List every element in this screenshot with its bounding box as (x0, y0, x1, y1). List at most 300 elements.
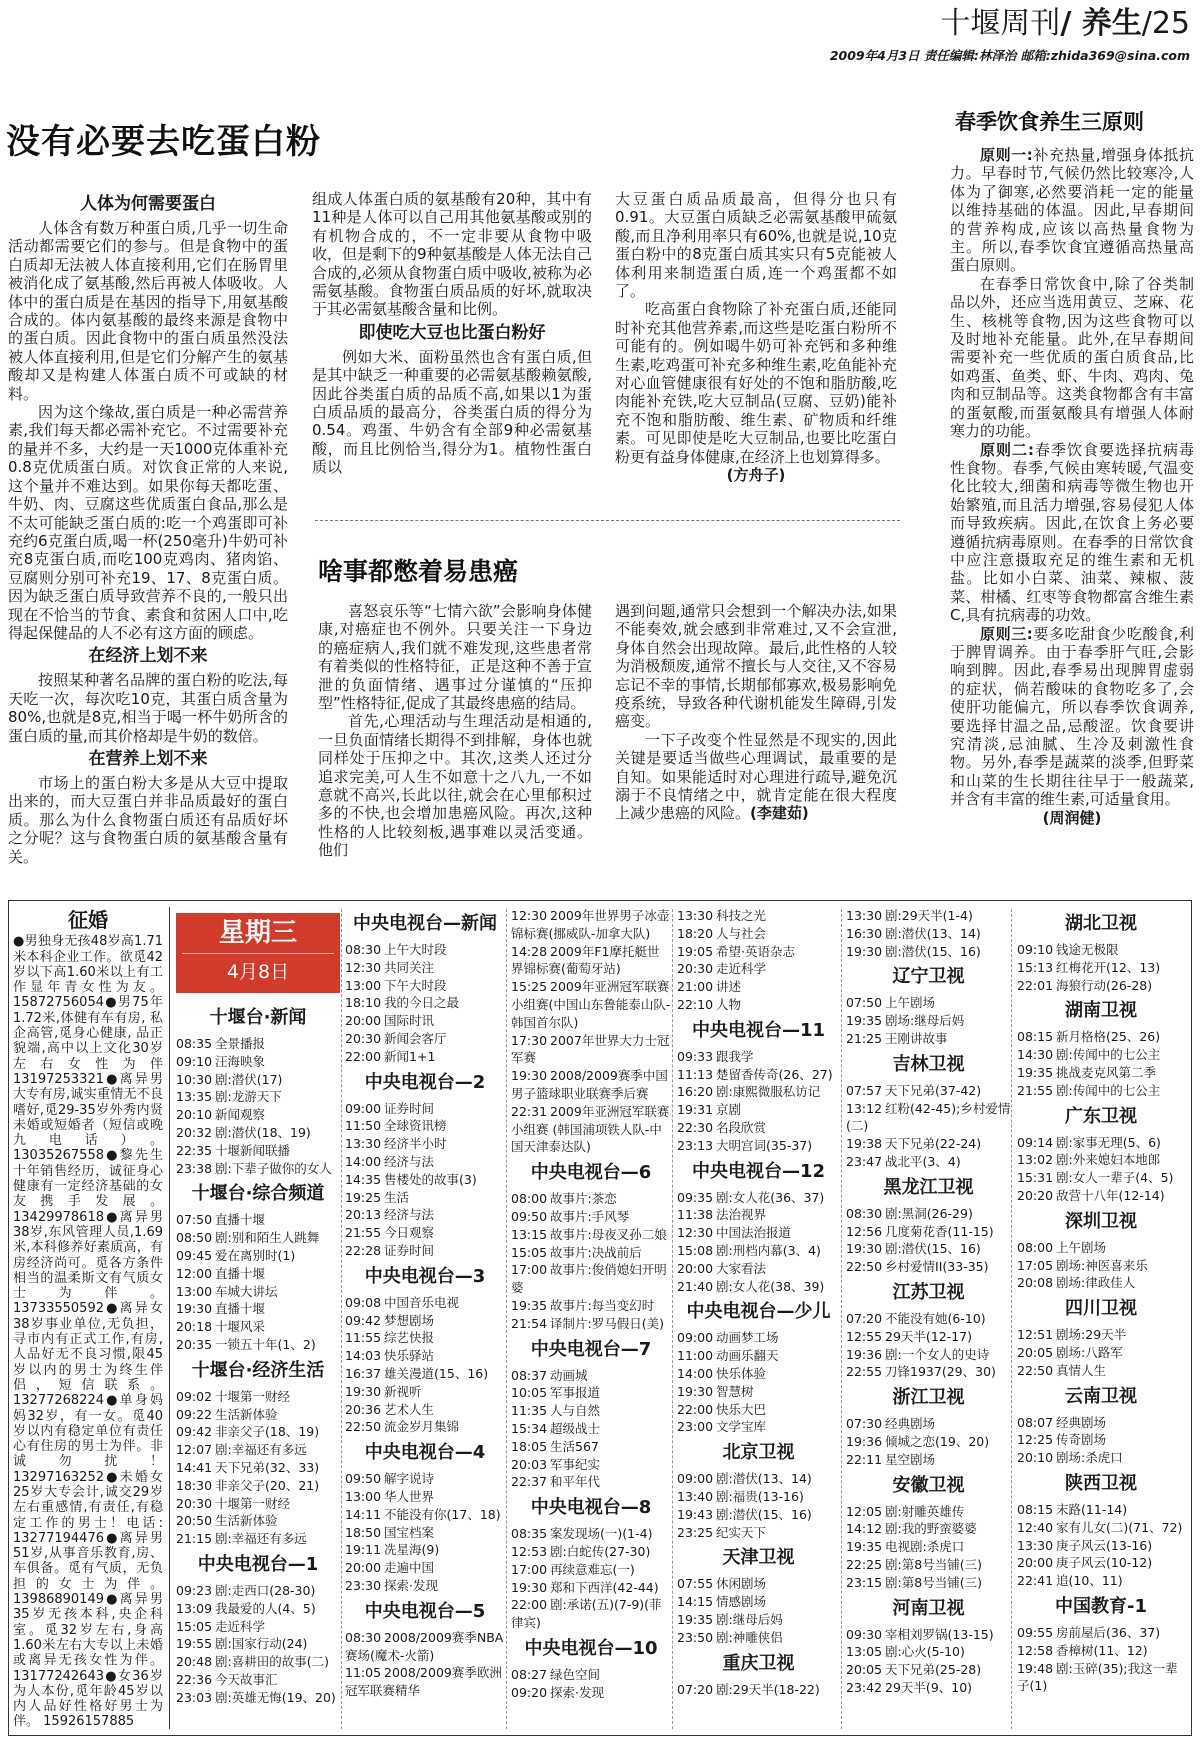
program-title: 刀锋1937(29、30) (885, 1364, 996, 1380)
phone-number: 13986890149 (13, 1592, 104, 1608)
program-title: 剧场:29天半 (1056, 1327, 1127, 1343)
program-time: 08:50 (176, 1230, 213, 1246)
program-time: 15:08 (677, 1242, 714, 1258)
program-title: 国宝档案 (384, 1524, 435, 1540)
program-time: 09:42 (176, 1424, 213, 1440)
program-title: 探索·发现 (550, 1684, 605, 1700)
program-time: 13:00 (345, 1488, 382, 1504)
program-time: 20:05 (846, 1662, 883, 1678)
divider (841, 909, 842, 1729)
program-title: 新闻观察 (215, 1107, 266, 1123)
entry-text: 离异男38岁,东风管理人员,1.69米,本科修养好素质高，有房经济尚可。觅各方条件相当的温柔斯文有气质女士为伴。 (13, 1209, 163, 1302)
program-title: 科技之光 (716, 908, 767, 923)
channel-heading: 中央电视台—新闻 (353, 913, 497, 934)
program-time: 14:28 (511, 943, 548, 959)
program-time: 07:20 (677, 1681, 714, 1697)
program-time: 12:07 (176, 1442, 213, 1458)
program-title: 剧:喜耕田的故事(二) (215, 1654, 329, 1670)
program-time: 09:10 (176, 1053, 213, 1069)
program-item (846, 1135, 1011, 1153)
program-time: 12:00 (176, 1265, 213, 1281)
program-title: 剧:国家行动(24) (215, 1636, 308, 1652)
program-title: 中国音乐电视 (384, 1294, 460, 1310)
program-time: 09:42 (345, 1312, 382, 1328)
program-item (846, 1310, 1011, 1328)
program-title: 人与自然 (550, 1403, 601, 1419)
divider (169, 907, 170, 1729)
program-item (1017, 1274, 1185, 1292)
program-item (345, 1347, 505, 1365)
program-title: 华人世界 (384, 1488, 435, 1504)
program-title: 29天半(12-17) (885, 1328, 973, 1344)
program-title: 希望·英语杂志 (716, 943, 796, 959)
program-title: 剧:康熙微服私访记 (716, 1084, 821, 1100)
program-item (1017, 1187, 1185, 1205)
program-item (846, 1538, 1011, 1556)
paragraph (8, 774, 288, 866)
channel-heading: 中央电视台—2 (364, 1071, 486, 1093)
program-title: 剧:黑洞(26-29) (885, 1205, 973, 1221)
program-time: 09:50 (345, 1471, 382, 1487)
program-title: 剧:潜伏(13、14) (716, 1471, 812, 1487)
program-item (677, 925, 840, 943)
bullet-icon: ● (103, 1469, 120, 1485)
program-time: 07:50 (846, 995, 883, 1011)
program-title: 剧场:神医喜来乐 (1056, 1257, 1148, 1273)
program-title: 全球资讯榜 (384, 1118, 447, 1134)
program-time: 22:00 (345, 1048, 382, 1064)
program-title: 快乐驿站 (384, 1348, 435, 1364)
program-item (677, 996, 840, 1014)
program-item (176, 1318, 340, 1336)
program-title: 经济半小时 (384, 1136, 447, 1152)
program-title: 证券时间 (384, 1242, 435, 1258)
program-time: 22:41 (1017, 1573, 1054, 1589)
program-title: 军事报道 (550, 1385, 601, 1401)
program-title: 剧:别和陌生人跳舞 (215, 1230, 320, 1246)
channel-heading: 中央电视台—5 (364, 1600, 486, 1622)
program-title: 红梅花开(12、13) (1056, 959, 1161, 975)
program-item (345, 1030, 505, 1048)
program-title: 传奇剧场 (1056, 1432, 1107, 1448)
principle-label: 原则二: (980, 440, 1034, 459)
program-time: 23:15 (846, 1574, 883, 1590)
program-item (846, 1415, 1011, 1433)
program-time: 11:50 (345, 1118, 382, 1134)
program-time: 16:20 (677, 1084, 714, 1100)
program-item (846, 1223, 1011, 1241)
program-time: 08:27 (511, 1666, 548, 1682)
program-time: 15:34 (511, 1420, 548, 1436)
program-title: 天下兄弟(25-28) (885, 1662, 982, 1678)
program-item (345, 1312, 505, 1330)
program-item (677, 1048, 840, 1066)
program-time: 23:50 (677, 1629, 714, 1645)
program-title: 生活新体验 (215, 1513, 278, 1529)
program-item (1017, 1501, 1185, 1519)
program-time: 08:30 (846, 1205, 883, 1221)
program-time: 14:00 (345, 1153, 382, 1169)
program-time: 09:45 (176, 1247, 213, 1263)
program-item (511, 1666, 671, 1684)
page-number: /25 (1141, 6, 1190, 41)
program-item (511, 1579, 671, 1597)
program-title: 剧:第8号当铺(三) (885, 1574, 982, 1590)
program-title: 售楼处的故事(3) (384, 1171, 477, 1187)
program-title: 新视听 (384, 1383, 422, 1399)
program-item (176, 1477, 340, 1495)
program-time: 09:22 (176, 1406, 213, 1422)
program-title: 倾城之恋(19、20) (885, 1433, 990, 1449)
program-title: 大明宫词(35-37) (716, 1137, 813, 1153)
program-item (677, 1260, 840, 1278)
program-title: 剧:一个女人的史诗 (885, 1346, 990, 1362)
program-item (176, 1653, 340, 1671)
paragraph (8, 403, 288, 642)
program-time: 20:30 (176, 1495, 213, 1511)
marriage-title: 征婚 (68, 908, 108, 932)
program-title: 剧:潜伏(15、16) (885, 1241, 981, 1257)
program-item (677, 1593, 840, 1611)
program-time: 12:30 (511, 908, 548, 923)
program-time: 08:30 (345, 942, 382, 957)
program-item (345, 1048, 505, 1066)
program-item (345, 1488, 505, 1506)
program-title: 剧:心火(5-10) (885, 1644, 965, 1660)
program-item (345, 1541, 505, 1559)
program-time: 13:30 (846, 908, 883, 923)
program-item (1017, 1660, 1185, 1696)
program-item (345, 1524, 505, 1542)
program-title: 真情人生 (1056, 1362, 1107, 1378)
program-title: 中国法治报道 (716, 1225, 792, 1241)
program-title: 2007年世界大力士冠军赛 (511, 1032, 670, 1066)
program-item (846, 1030, 1011, 1048)
program-item (345, 1117, 505, 1135)
paragraph-text: 补充热量,增强身体抵抗力。早春时节,气候仍然比较寒冷,人体为了御寒,必然要消耗一定的能量以维持基础的体温。因此,早春期间的营养构成,应该以高热量食物为主。所以,春季饮食宜遵循高热量高蛋白原则。 (950, 146, 1194, 275)
program-title: 红粉(42-45);乡村爱情(二) (846, 1100, 1011, 1134)
program-time: 19:35 (677, 1611, 714, 1627)
program-item (1017, 1239, 1185, 1257)
program-time: 18:30 (176, 1477, 213, 1493)
program-title: 故事片:手风琴 (550, 1208, 630, 1224)
program-item (176, 1265, 340, 1283)
program-item (345, 1577, 505, 1595)
program-item (511, 1244, 671, 1262)
program-item (345, 1401, 505, 1419)
program-title: 超级战士 (550, 1420, 601, 1436)
program-time: 14:41 (176, 1459, 213, 1475)
phone-number: 13297163252 (13, 1469, 104, 1485)
program-time: 13:35 (176, 1089, 213, 1105)
program-time: 19:35 (511, 1297, 548, 1313)
dateline: 2009年4月3日 责任编辑:林泽治 邮箱:zhida369@sina.com (829, 48, 1190, 63)
program-title: 今天故事汇 (215, 1671, 278, 1687)
program-item (677, 1488, 840, 1506)
program-time: 20:00 (345, 1560, 382, 1576)
program-item (345, 1470, 505, 1488)
program-title: 2009年亚洲冠军联赛小组赛(中国山东鲁能泰山队-韩国首尔队) (511, 979, 671, 1030)
program-title: 剧:白蛇传(27-30) (550, 1543, 651, 1559)
program-item (511, 1226, 671, 1244)
channel-heading: 深圳卫视 (1065, 1210, 1137, 1232)
program-time: 20:30 (677, 961, 714, 977)
program-item (677, 1278, 840, 1296)
program-time: 15:13 (1017, 959, 1054, 975)
program-item (511, 1473, 671, 1491)
program-title: 房前屋后(36、37) (1056, 1624, 1161, 1640)
program-time: 17:30 (511, 1032, 548, 1048)
program-title: 剧:女人花(36、37) (716, 1189, 825, 1205)
program-title: 生活 (384, 1189, 410, 1205)
program-time: 20:30 (345, 1030, 382, 1046)
article-cancer-col-1 (318, 602, 592, 860)
program-item (1017, 1537, 1185, 1555)
paragraph-text: 一下子改变个性显然是不现实的,因此关键是要适当做些心理调试，最重要的是自知。如果能适时对心理进行疏导,避免沉溺于不良情绪之中，就肯定能在很大程度上减少患癌的风险。 (615, 730, 897, 823)
program-title: 动画梦工场 (716, 1330, 779, 1346)
program-title: 纪实天下 (716, 1524, 767, 1540)
phone-number: 13035267558 (13, 1148, 104, 1164)
program-time: 22:10 (677, 996, 714, 1012)
entry-text: 女36岁为人本份,觅年龄45岁以内人品好性格好男士为伴。 (13, 1668, 163, 1730)
program-item (511, 1367, 671, 1385)
program-title: 和平年代 (550, 1474, 601, 1490)
program-title: 走近科学 (215, 1618, 266, 1634)
program-item (345, 1294, 505, 1312)
program-title: 故事片:俊俏媳妇开明婆 (511, 1262, 667, 1296)
program-time: 17:00 (511, 1262, 548, 1278)
paragraph-text: 春季饮食要选择抗病毒性食物。春季,气候由寒转暖,气温变化比较大,细菌和病毒等微生物也开始繁殖,而且活力增强,容易侵犯人体而导致疾病。因此,在饮食上务必要遵循抗病毒原则。在春季的日常饮食中应注意摄取充足的维生素和无机盐。比如小白菜、油菜、辣椒、菠菜、柑橘、红枣等食物都富含维生素C,具有抗病毒的功效。 (950, 440, 1194, 625)
program-time: 22:28 (345, 1242, 382, 1258)
phone-number: 13429978618 (13, 1209, 104, 1225)
divider (672, 909, 673, 1729)
program-title: 休闲剧场 (716, 1576, 767, 1592)
program-item (345, 977, 505, 995)
paper-name: 十堰周刊 (940, 6, 1061, 41)
article-title-spring: 春季饮食养生三原则 (955, 109, 1144, 134)
marriage-entry (13, 1210, 163, 1317)
program-item (846, 1679, 1011, 1697)
principle-label: 原则一: (980, 146, 1033, 164)
program-title: 剧:女人一辈子(4、5) (1056, 1170, 1174, 1186)
program-time: 07:20 (846, 1310, 883, 1326)
program-time: 15:05 (511, 1244, 548, 1260)
program-title: 动画乐翻天 (716, 1348, 779, 1364)
program-time: 18:05 (511, 1438, 548, 1454)
program-time: 16:30 (846, 925, 883, 941)
program-time: 08:07 (1017, 1414, 1054, 1430)
marriage-entries (13, 934, 163, 1729)
program-item (677, 1575, 840, 1593)
paragraph (950, 275, 1194, 441)
program-time: 08:15 (1017, 1501, 1054, 1517)
program-time: 13:30 (677, 908, 714, 923)
program-title: 战北平(3、4) (885, 1153, 961, 1169)
program-item (345, 1189, 505, 1207)
program-item (511, 1384, 671, 1402)
program-item (846, 1574, 1011, 1592)
program-title: 剧:第8号当铺(三) (885, 1556, 982, 1572)
program-time: 23:25 (677, 1524, 714, 1540)
program-time: 19:31 (677, 1102, 714, 1118)
program-item (345, 1664, 505, 1700)
program-title: 香樟树(11、12) (1056, 1642, 1148, 1658)
program-time: 11:05 (345, 1665, 382, 1681)
program-item (511, 1402, 671, 1420)
program-time: 20:05 (1017, 1344, 1054, 1360)
program-item (176, 1142, 340, 1160)
article-title-cancer: 啥事都憋着易患癌 (318, 557, 519, 586)
program-time: 22:36 (176, 1671, 213, 1687)
program-title: 追(10、11) (1056, 1573, 1123, 1589)
program-time: 23:00 (677, 1419, 714, 1435)
tv-column (511, 907, 671, 1701)
program-time: 09:35 (677, 1189, 714, 1205)
channel-heading: 陕西卫视 (1065, 1472, 1137, 1494)
program-time: 14:03 (345, 1348, 382, 1364)
phone-number: 13277268224 (13, 1393, 104, 1409)
program-title: 生活567 (550, 1438, 599, 1454)
program-title: 天下兄弟(22-24) (885, 1136, 982, 1152)
program-item (176, 1300, 340, 1318)
program-item (176, 1423, 340, 1441)
tv-column (846, 907, 1011, 1697)
program-time: 08:15 (1017, 1029, 1054, 1045)
channel-heading: 中国教育-1 (1055, 1595, 1147, 1617)
program-title: 上午大时段 (384, 942, 447, 957)
program-title: 直播十堰 (215, 1212, 266, 1228)
article-protein-col-2 (312, 190, 592, 477)
program-item (345, 1242, 505, 1260)
program-time: 08:00 (511, 1191, 548, 1207)
subheading: 在营养上划不来 (88, 748, 208, 769)
paragraph-text: 例如大米、面粉虽然也含有蛋白质,但是其中缺乏一种重要的必需氨基酸赖氨酸,因此谷类蛋白质的品质不高,如果以1为蛋白质品质的最高分，谷类蛋白质的得分为0.54。鸡蛋、牛奶含有全部9种必需氨基酸，而且比例恰当,得分为1。植物性蛋白质以 (312, 347, 592, 477)
program-title: 军事纪实 (550, 1456, 601, 1472)
program-time: 19:35 (1017, 1064, 1054, 1080)
program-time: 22:25 (846, 1556, 883, 1572)
channel-heading: 安徽卫视 (892, 1474, 965, 1496)
program-item (176, 1441, 340, 1459)
program-time: 09:00 (677, 1330, 714, 1346)
program-item (176, 1512, 340, 1530)
program-title: 上午剧场 (1056, 1239, 1107, 1255)
entry-text: 离异男51岁,从事音乐教育,房、车俱备。觅有气质，无负担的女士为伴。 (13, 1530, 163, 1592)
program-title: 剧:外来媳妇本地郎 (1056, 1152, 1161, 1168)
program-item (677, 1470, 840, 1488)
program-title: 我的今日之最 (384, 995, 460, 1011)
program-time: 12:51 (1017, 1327, 1054, 1343)
program-title: 家有儿女(二)(71、72) (1056, 1519, 1183, 1535)
program-title: 剧:走西口(28-30) (215, 1582, 316, 1598)
program-item (345, 1153, 505, 1171)
program-time: 09:00 (345, 1100, 382, 1116)
program-title: 2008/2009赛季欧洲冠军联赛精华 (345, 1665, 502, 1699)
program-item (511, 1067, 671, 1103)
program-title: 剧:潜伏(18、19) (215, 1124, 311, 1140)
program-item (846, 1082, 1011, 1100)
program-item (677, 1224, 840, 1242)
program-title: 剧:29天半(1-4) (885, 908, 973, 923)
program-item (677, 1137, 840, 1155)
channel-heading: 中央电视台—10 (524, 1637, 658, 1659)
program-title: 车城大讲坛 (215, 1283, 278, 1299)
program-item (511, 1297, 671, 1315)
program-item (846, 943, 1011, 961)
program-title: 2008/2009赛季NBA赛场(魔术-火箭) (345, 1629, 504, 1663)
program-title: 综艺快报 (384, 1330, 435, 1346)
phone-number: 15872756054 (13, 995, 104, 1011)
program-title: 故事片:茶恋 (550, 1191, 617, 1207)
program-time: 20:36 (345, 1401, 382, 1417)
program-time: 12:25 (1017, 1432, 1054, 1448)
program-time: 19:30 (345, 1383, 382, 1399)
program-title: 上午剧场 (885, 995, 936, 1011)
program-title: 快乐大巴 (716, 1401, 767, 1417)
program-item (846, 1363, 1011, 1381)
program-title: 解字说诗 (384, 1471, 435, 1487)
program-time: 15:31 (1017, 1170, 1054, 1186)
program-title: 十堰风采 (215, 1319, 266, 1335)
program-item (345, 1206, 505, 1224)
program-title: 剧:承诺(五)(7-9)(菲律宾) (511, 1597, 662, 1631)
phone-number: 13277194476 (13, 1530, 104, 1546)
program-title: 剧场:杀虎口 (1056, 1450, 1123, 1466)
program-item (846, 1643, 1011, 1661)
program-item (511, 943, 671, 979)
paragraph (318, 602, 592, 712)
bullet-icon: ● (103, 995, 118, 1011)
program-title: 下午大时段 (384, 977, 447, 993)
program-item (846, 1240, 1011, 1258)
program-title: 文学宝库 (716, 1419, 767, 1435)
program-item (176, 1406, 340, 1424)
program-title: 乡村爱情II(33-35) (885, 1259, 989, 1275)
program-time: 14:35 (345, 1171, 382, 1187)
program-item (677, 1418, 840, 1436)
program-item (846, 1012, 1011, 1030)
program-item (176, 1689, 340, 1707)
program-title: 天下兄弟(32、33) (215, 1459, 320, 1475)
program-title: 法治视界 (716, 1207, 767, 1223)
program-time: 13:30 (345, 1136, 382, 1152)
program-time: 20:50 (176, 1513, 213, 1529)
program-time: 09:33 (677, 1048, 714, 1064)
channel-heading: 中央电视台—3 (364, 1265, 486, 1287)
program-time: 19:30 (176, 1301, 213, 1317)
program-item (511, 1103, 671, 1156)
paragraph-text: 在春季日常饮食中,除了谷类制品以外，还应当选用黄豆、芝麻、花生、核桃等食物,因为这些食物可以及时地补充能量。此外,在早春期间需要补充一些优质的蛋白质食品,比如鸡蛋、鱼类、虾、牛肉、鸡肉、兔肉和豆制品等。这类食物都含有丰富的蛋氨酸,而蛋氨酸具有增强人体耐寒力的功能。 (950, 274, 1194, 441)
program-title: 几度菊花香(11-15) (885, 1223, 994, 1239)
program-title: 钱途无极限 (1056, 942, 1119, 957)
program-item (176, 1530, 340, 1548)
program-title: 讲述 (716, 979, 742, 995)
program-item (1017, 1257, 1185, 1275)
divider (341, 909, 342, 1729)
program-title: 新闻1+1 (384, 1048, 436, 1064)
program-item (176, 1247, 340, 1265)
program-item (345, 1383, 505, 1401)
program-title: 绿色空间 (550, 1666, 601, 1682)
program-title: 末路(11-14) (1056, 1501, 1128, 1517)
phone-number: 13177242643 (13, 1668, 104, 1684)
program-item (1017, 977, 1185, 995)
program-title: 智慧树 (716, 1383, 754, 1399)
bullet-icon: ● (103, 1071, 120, 1087)
program-title: 共同关注 (384, 959, 435, 975)
program-time: 22:00 (511, 1597, 548, 1613)
paragraph-text: 喜怒哀乐等“七情六欲”会影响身体健康,对癌症也不例外。只要关注一下身边的癌症病人,我们就不难发现,这些患者常有着类似的性格特征，正是这种不善于宣泄的负面情绪、遇事过分谨慎的“压抑型”性格特征,促成了其最终患癌的结局。 (318, 602, 592, 713)
subheading: 在经济上划不来 (88, 646, 208, 667)
